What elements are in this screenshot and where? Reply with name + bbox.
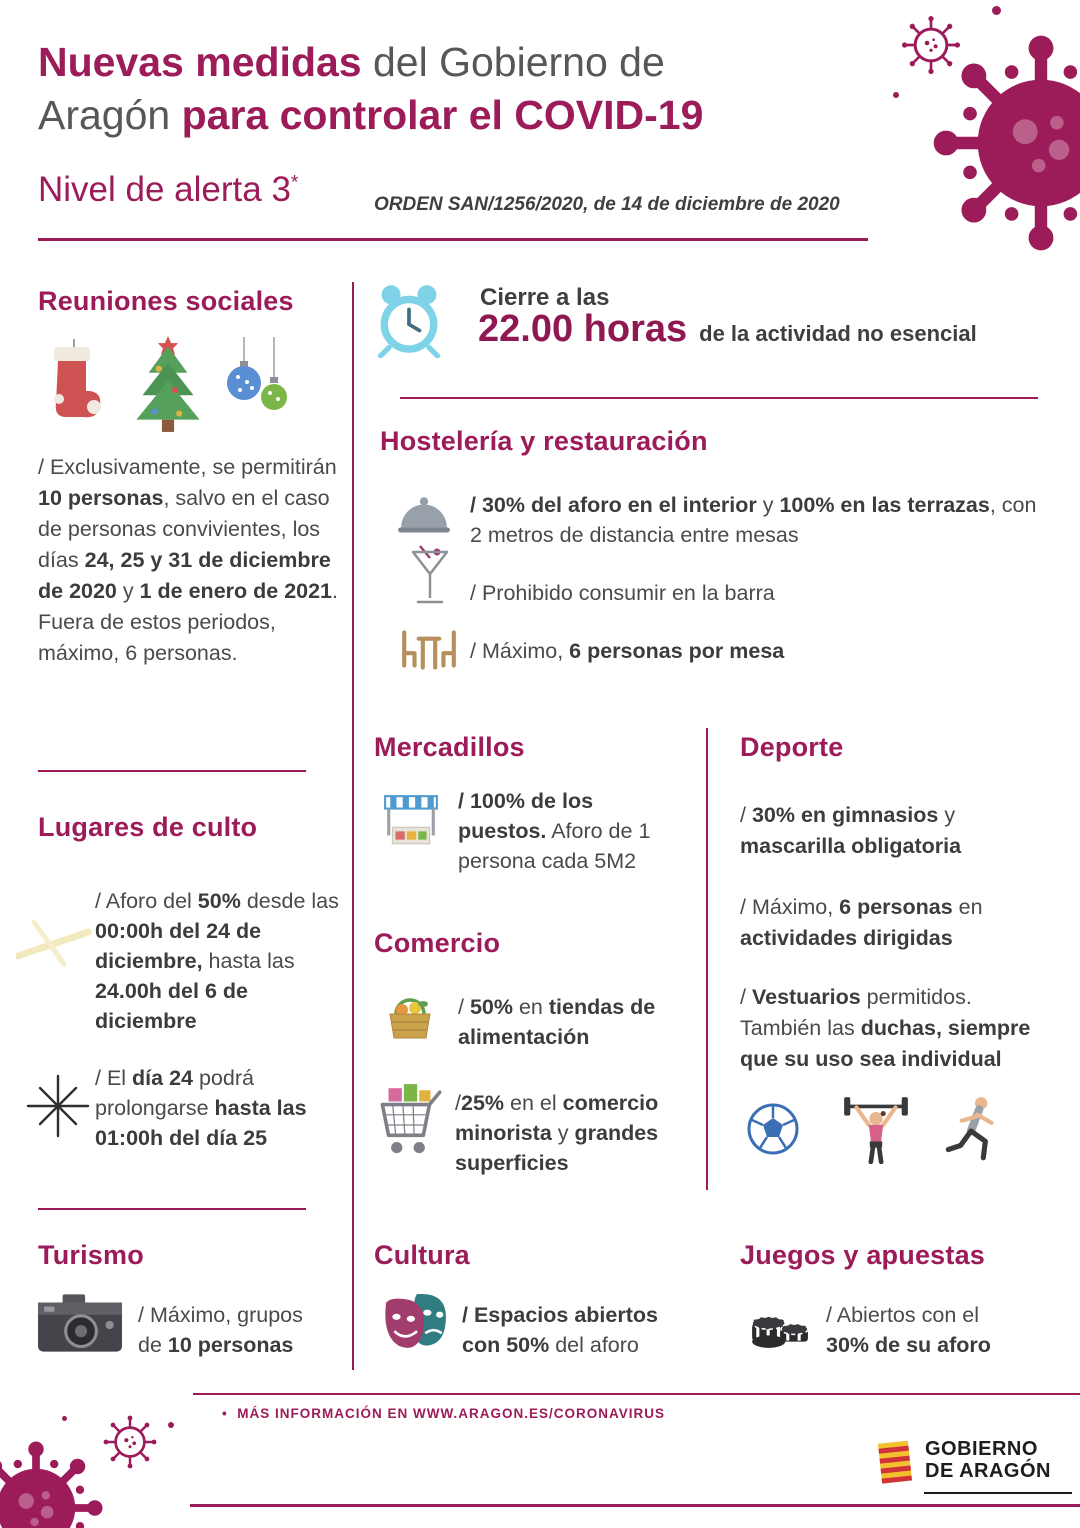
footer-divider-top — [193, 1393, 1080, 1395]
header-divider — [38, 238, 868, 241]
closure-time: 22.00 horas — [478, 308, 688, 350]
ornaments-icon — [222, 336, 292, 430]
ball-icon — [746, 1102, 800, 1156]
alert-level: Nivel de alerta 3* — [38, 170, 299, 209]
deporte-item-2: / Máximo, 6 personas en actividades dirigidas — [740, 895, 983, 950]
hosteleria-item-3: / Máximo, 6 personas por mesa — [470, 639, 785, 663]
logo-line-2: DE ARAGÓN — [925, 1460, 1051, 1482]
basket-icon — [382, 986, 438, 1042]
decor-dot — [992, 6, 1001, 15]
section-title-hosteleria: Hostelería y restauración — [380, 426, 708, 456]
christmas-tree-icon — [128, 334, 208, 436]
section-title-juegos: Juegos y apuestas — [740, 1240, 986, 1270]
chips-icon — [748, 1292, 810, 1352]
page-title — [38, 36, 858, 142]
footer-info-prefix: MÁS INFORMACIÓN EN — [237, 1406, 413, 1421]
footer-bullet: • — [222, 1406, 228, 1421]
weightlifter-icon — [842, 1092, 910, 1164]
reuniones-paragraph: / Exclusivamente, se permitirán 10 personas, salvo en el caso de personas convivientes, los días 24, 25 y 31 de diciembre de 2020 y 1 de enero de 2021. Fuera de estos periodos, máximo, 6 personas. — [38, 455, 339, 665]
logo-line-1: GOBIERNO — [925, 1438, 1038, 1460]
footer-info — [222, 1406, 665, 1421]
middle-vertical-divider — [706, 728, 708, 1190]
section-title-culto: Lugares de culto — [38, 812, 258, 842]
camera-icon — [36, 1292, 124, 1356]
hosteleria-item-1: / 30% del aforo en el interior y 100% en las terrazas, con 2 metros de distancia entre mesas — [470, 493, 1037, 547]
closure-divider — [400, 397, 1038, 399]
section-title-cultura: Cultura — [374, 1240, 470, 1270]
culto-item-2: / El día 24 podrá prolongarse hasta las 01:00h del día 25 — [95, 1066, 307, 1150]
section-title-turismo: Turismo — [38, 1240, 144, 1270]
left-divider-2 — [38, 1208, 306, 1210]
virus-icon — [0, 1438, 106, 1528]
section-title-mercadillos: Mercadillos — [374, 732, 525, 762]
logo-text — [925, 1438, 1051, 1482]
market-stall-icon — [382, 792, 440, 850]
hosteleria-item-2: / Prohibido consumir en la barra — [470, 581, 775, 605]
deporte-item-1: / 30% en gimnasios y mascarilla obligatoria — [740, 803, 962, 858]
star-icon — [26, 1074, 90, 1138]
cocktail-icon — [410, 545, 450, 611]
turismo-item-1: / Máximo, grupos de 10 personas — [138, 1303, 303, 1357]
cultura-item-1: / Espacios abiertos con 50% del aforo — [462, 1303, 658, 1357]
deporte-item-3: / Vestuarios permitidos. También las duchas, siempre que su uso sea individual — [740, 985, 1031, 1071]
mercadillos-item-1: / 100% de los puestos. Aforo de 1 persona cada 5M2 — [458, 789, 651, 873]
closure-intro: Cierre a las — [480, 284, 610, 311]
section-title-deporte: Deporte — [740, 732, 844, 762]
light-icon — [16, 912, 92, 974]
table-chairs-icon — [398, 626, 460, 672]
main-vertical-divider — [352, 282, 354, 1370]
decor-dot — [893, 92, 899, 98]
alert-asterisk: * — [290, 172, 299, 194]
runner-icon — [944, 1094, 1002, 1166]
flag-icon — [876, 1438, 916, 1486]
alarm-clock-icon — [374, 280, 444, 358]
closure-detail: de la actividad no esencial — [699, 321, 977, 346]
masks-icon — [380, 1290, 450, 1358]
cloche-icon — [396, 492, 452, 542]
section-title-comercio: Comercio — [374, 928, 501, 958]
stocking-icon — [42, 338, 106, 432]
virus-icon — [928, 30, 1080, 256]
decor-dot — [168, 1422, 174, 1428]
culto-item-1: / Aforo del 50% desde las 00:00h del 24 de diciembre, hasta las 24.00h del 6 de diciembre — [95, 889, 339, 1033]
decor-dot — [62, 1416, 67, 1421]
comercio-item-1: / 50% en tiendas de alimentación — [458, 995, 656, 1049]
left-divider-1 — [38, 770, 306, 772]
footer-info-url[interactable]: WWW.ARAGON.ES/CORONAVIRUS — [413, 1406, 665, 1421]
title-line-1: Nuevas medidas del Gobierno de — [38, 39, 665, 85]
closure-line — [478, 308, 977, 351]
juegos-item-1: / Abiertos con el 30% de su aforo — [826, 1303, 991, 1357]
comercio-item-2: /25% en el comercio minorista y grandes superficies — [455, 1091, 659, 1175]
title-line-2: Aragón para controlar el COVID-19 — [38, 92, 704, 138]
cart-icon — [376, 1080, 442, 1166]
gobierno-aragon-logo — [876, 1438, 1051, 1486]
section-title-reuniones: Reuniones sociales — [38, 286, 294, 316]
footer-divider-bottom — [190, 1504, 1080, 1507]
logo-underline — [924, 1492, 1072, 1494]
virus-outline-icon — [100, 1412, 160, 1472]
order-reference: ORDEN SAN/1256/2020, de 14 de diciembre de 2020 — [374, 194, 840, 215]
